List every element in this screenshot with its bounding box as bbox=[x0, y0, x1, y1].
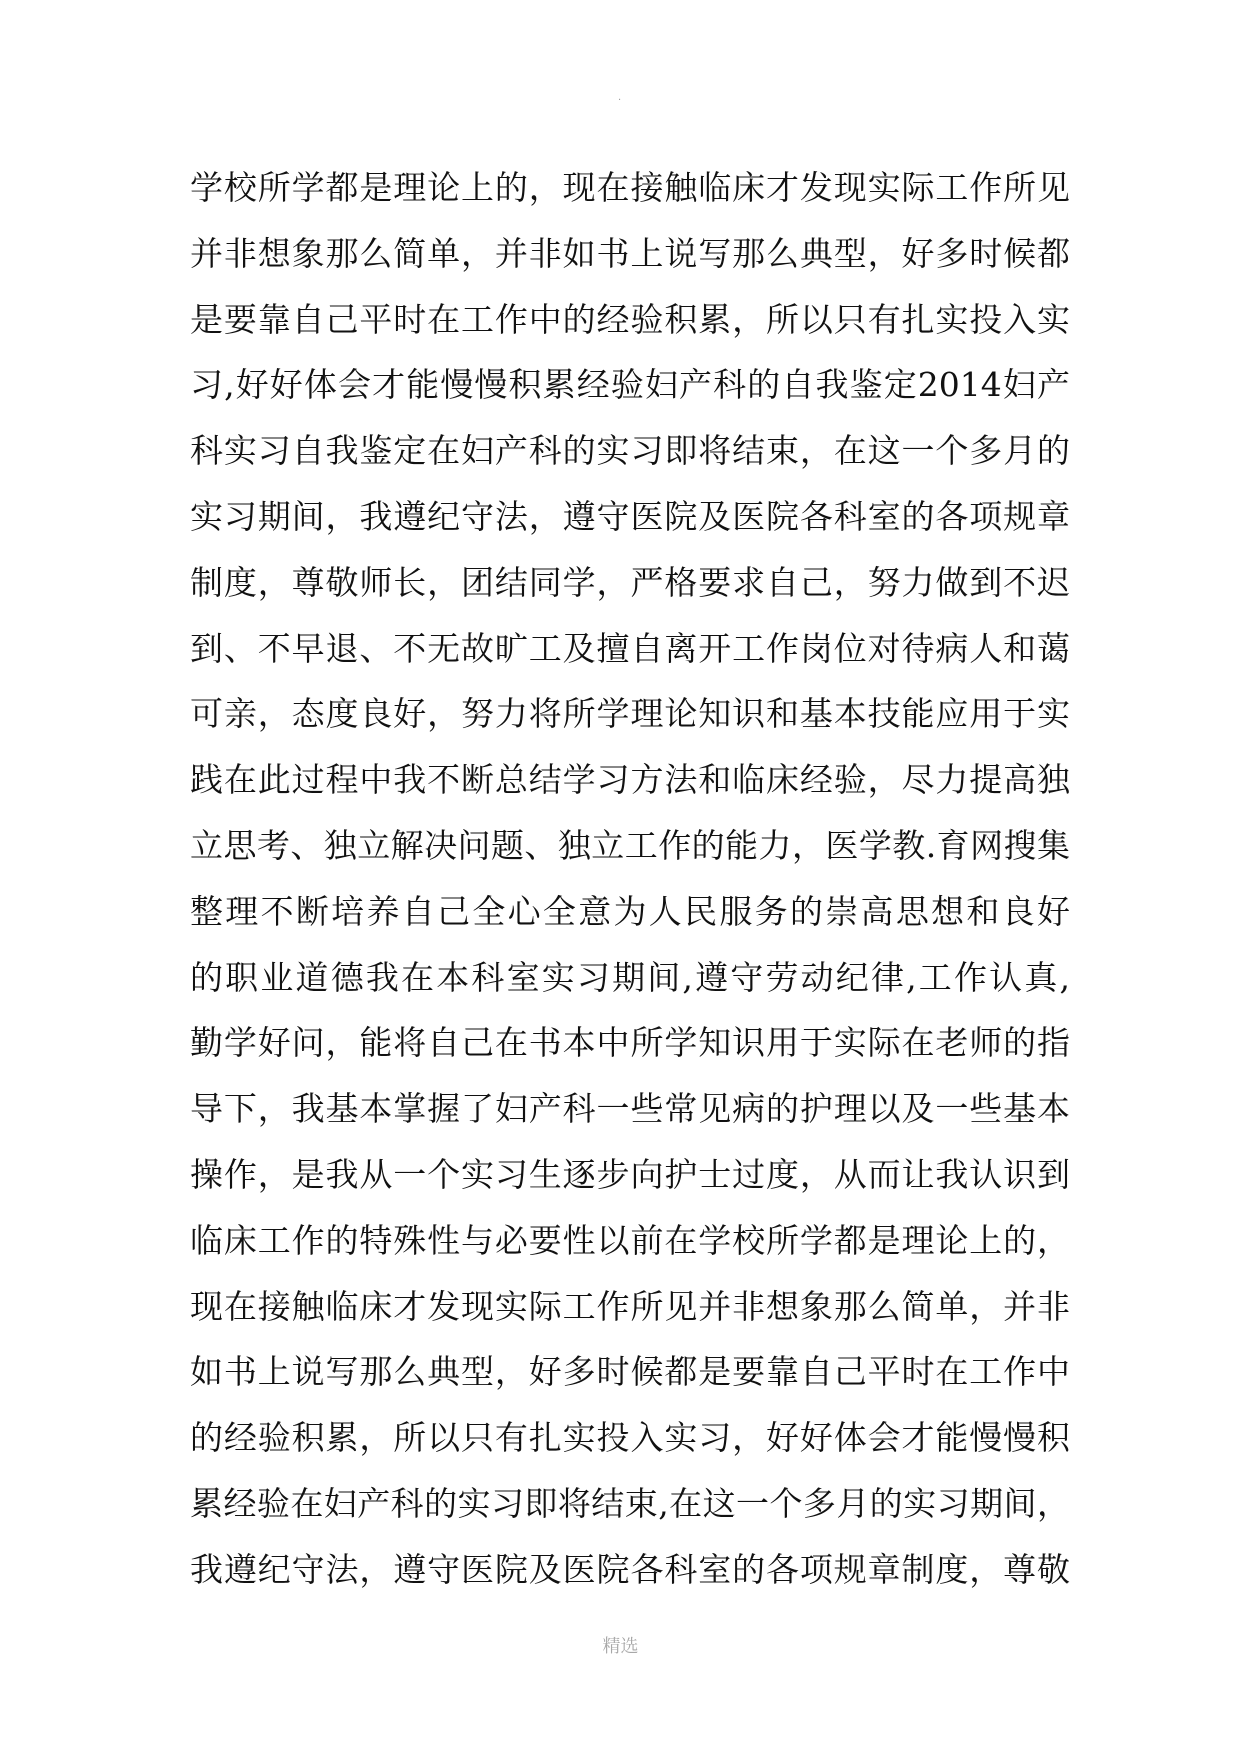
text-line: 并非想象那么简单，并非如书上说写那么典型，好多时候都 bbox=[190, 233, 1070, 273]
text-line: 到、不早退、不无故旷工及擅自离开工作岗位对待病人和蔼 bbox=[190, 628, 1070, 668]
text-line: 临床工作的特殊性与必要性以前在学校所学都是理论上的， bbox=[190, 1220, 1070, 1260]
text-line: 整理不断培养自己全心全意为人民服务的崇高思想和良好 bbox=[190, 891, 1070, 931]
text-line: 的经验积累，所以只有扎实投入实习，好好体会才能慢慢积 bbox=[190, 1418, 1070, 1458]
footer-label: 精选 bbox=[602, 1636, 639, 1657]
text-line: 现在接触临床才发现实际工作所见并非想象那么简单，并非 bbox=[190, 1286, 1070, 1326]
text-line: 累经验在妇产科的实习即将结束,在这一个多月的实习期间， bbox=[190, 1483, 1070, 1523]
text-line: 习,好好体会才能慢慢积累经验妇产科的自我鉴定2014妇产 bbox=[190, 365, 1070, 405]
text-line: 科实习自我鉴定在妇产科的实习即将结束，在这一个多月的 bbox=[190, 431, 1070, 471]
text-line: 实习期间，我遵纪守法，遵守医院及医院各科室的各项规章 bbox=[190, 496, 1070, 536]
text-line: 践在此过程中我不断总结学习方法和临床经验，尽力提高独 bbox=[190, 760, 1070, 800]
text-line: 我遵纪守法，遵守医院及医院各科室的各项规章制度，尊敬 bbox=[190, 1549, 1070, 1589]
text-line: 学校所学都是理论上的，现在接触临床才发现实际工作所见 bbox=[190, 168, 1070, 207]
text-line: 可亲，态度良好，努力将所学理论知识和基本技能应用于实 bbox=[190, 694, 1070, 734]
text-line: 勤学好问，能将自己在书本中所学知识用于实际在老师的指 bbox=[190, 1023, 1070, 1063]
text-line: 是要靠自己平时在工作中的经验积累，所以只有扎实投入实 bbox=[190, 299, 1070, 339]
text-line: 如书上说写那么典型，好多时候都是要靠自己平时在工作中 bbox=[190, 1352, 1070, 1392]
body-text bbox=[190, 155, 1070, 1603]
text-line: 导下，我基本掌握了妇产科一些常见病的护理以及一些基本 bbox=[190, 1089, 1070, 1129]
text-line: 制度，尊敬师长，团结同学，严格要求自己，努力做到不迟 bbox=[190, 562, 1070, 602]
header-mark: . bbox=[618, 92, 622, 103]
text-line: 的职业道德我在本科室实习期间,遵守劳动纪律,工作认真, bbox=[190, 957, 1070, 997]
text-line: 操作，是我从一个实习生逐步向护士过度，从而让我认识到 bbox=[190, 1154, 1070, 1194]
text-line: 立思考、独立解决问题、独立工作的能力，医学教.育网搜集 bbox=[190, 825, 1070, 865]
